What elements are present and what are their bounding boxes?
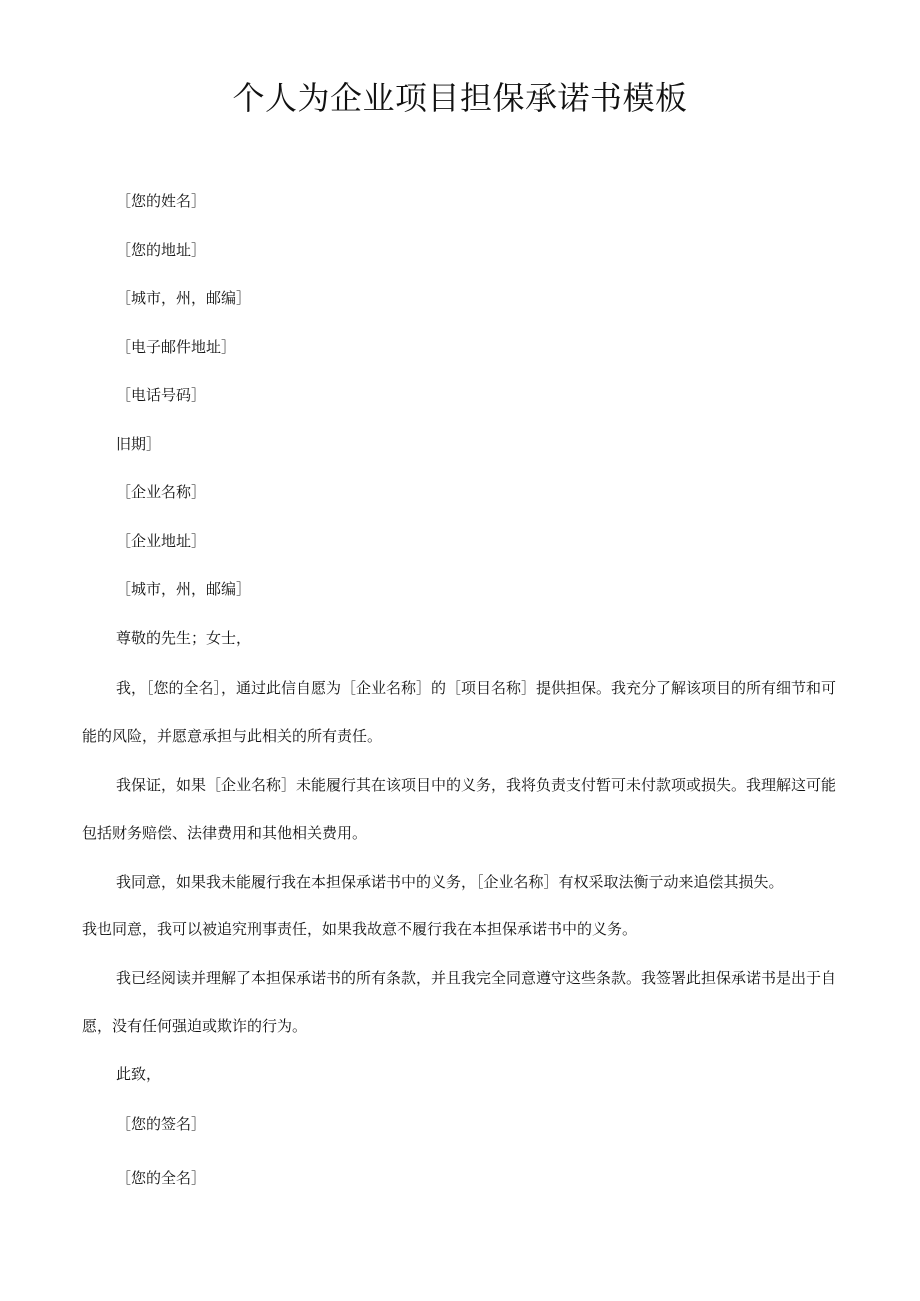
paragraph-guarantee-statement: 我，［您的全名］，通过此信自愿为［企业名称］的［项目名称］提供担保。我充分了解该项目的所有细节和可能的风险，并愿意承担与此相关的所有责任。 [82, 679, 837, 745]
paragraph-criminal-liability: 我也同意，我可以被追究刑事责任，如果我故意不履行我在本担保承诺书中的义务。 [82, 920, 638, 938]
sender-phone: ［电话号码］ [116, 386, 207, 404]
sender-name: ［您的姓名］ [116, 192, 207, 210]
sender-city-state-zip: ［城市，州，邮编］ [116, 289, 252, 307]
document-title: 个人为企业项目担保承诺书模板 [232, 79, 688, 117]
salutation: 尊敬的先生；女士， [116, 629, 252, 647]
full-name-placeholder: ［您的全名］ [116, 1169, 207, 1187]
paragraph-payment-responsibility: 我保证，如果［企业名称］未能履行其在该项目中的义务，我将负责支付暂可未付款项或损失。我理解这可能包括财务赔偿、法律费用和其他相关费用。 [82, 776, 837, 842]
sender-address: ［您的地址］ [116, 241, 207, 259]
closing: 此致， [116, 1065, 162, 1083]
sender-email: ［电子邮件地址］ [116, 338, 237, 356]
signature-placeholder: ［您的签名］ [116, 1115, 207, 1133]
recipient-company-address: ［企业地址］ [116, 532, 207, 550]
letter-date: 旧期］ [116, 435, 162, 453]
paragraph-legal-action: 我同意，如果我未能履行我在本担保承诺书中的义务，［企业名称］有权采取法衡亍动来追偿其损失。 [116, 873, 784, 891]
recipient-city-state-zip: ［城市，州，邮编］ [116, 580, 252, 598]
recipient-company-name: ［企业名称］ [116, 483, 207, 501]
paragraph-voluntary-agreement: 我已经阅读并理解了本担保承诺书的所有条款，并且我完全同意遵守这些条款。我签署此担保承诺书是出于自愿，没有任何强迫或欺诈的行为。 [82, 969, 837, 1035]
